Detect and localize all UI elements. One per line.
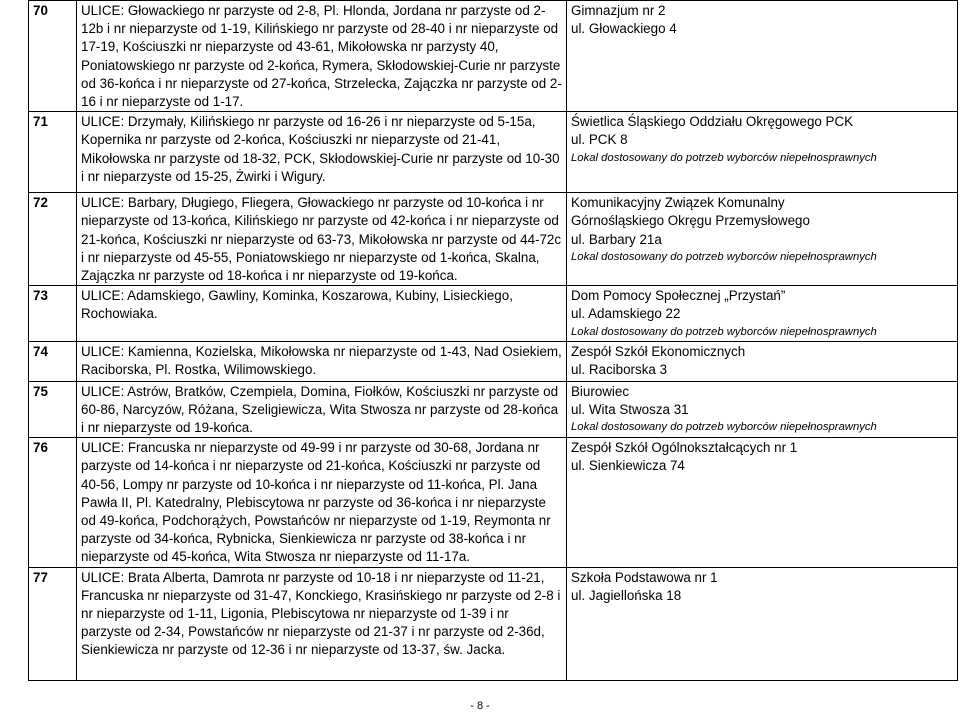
table-row — [29, 112, 958, 193]
polling-place — [567, 381, 958, 438]
street-line: ULICE: Astrów, Bratków, Czempiela, Domina, Fiołków, Kościuszki nr parzyste od — [81, 383, 559, 399]
page-number: - 8 - — [470, 700, 490, 712]
street-line: nr nieparzyste od 1-11, Ligonia, Plebiscytowa nr nieparzyste od 1-39 i nr — [81, 606, 509, 622]
table-row — [29, 286, 958, 341]
district-streets — [77, 567, 567, 680]
table-row — [29, 381, 958, 438]
district-streets — [77, 341, 567, 381]
street-line: od 36-końca i nr nieparzyste od 27-końca, Strzelecka, Zajączka nr parzyste od 2- — [81, 75, 562, 91]
street-line: Mikołowska nr parzyste od 18-32, PCK, Skłodowskiej-Curie nr parzyste od 10-30 — [81, 150, 560, 166]
street-line: 16 i nr nieparzyste od 1-17. — [81, 94, 244, 110]
place-name: Dom Pomocy Społecznej „Przystań” — [571, 288, 786, 304]
district-streets — [77, 286, 567, 341]
street-line: Rochowiaka. — [81, 306, 158, 322]
accessibility-note: Lokal dostosowany do potrzeb wyborców niepełnosprawnych — [571, 151, 877, 164]
polling-place — [567, 341, 958, 381]
district-number: 75 — [29, 381, 77, 438]
street-line: 12b i nr nieparzyste od 1-19, Kilińskiego nr parzyste od 28-40 i nr nieparzyste od — [81, 21, 559, 37]
street-line: ULICE: Barbary, Długiego, Fliegera, Głowackiego nr parzyste od 10-końca i nr — [81, 195, 544, 211]
street-line: 60-86, Narcyzów, Różana, Szeligiewicza, Wita Stwosza nr parzyste od 28-końca — [81, 401, 559, 417]
table-row — [29, 1, 958, 112]
place-name: Zespół Szkół Ogólnokształcących nr 1 — [571, 440, 798, 456]
district-number: 76 — [29, 438, 77, 567]
district-number: 71 — [29, 112, 77, 193]
street-line: Zajączka nr parzyste od 18-końca i nr nieparzyste od 19-końca. — [81, 268, 458, 284]
street-line: i nr nieparzyste od 15-25, Żwirki i Wigury. — [81, 168, 326, 184]
table-row — [29, 193, 958, 286]
street-line: Sienkiewicza nr parzyste od 12-36 i nr nieparzyste od 13-37, św. Jacka. — [81, 642, 506, 658]
table-row — [29, 438, 958, 567]
street-line: i nr nieparzyste od 45-55, Poniatowskiego nr nieparzyste od 1-końca, Skalna, — [81, 249, 540, 265]
place-address: ul. Adamskiego 22 — [571, 306, 681, 322]
street-line: od 49-końca, Podchorążych, Powstańców nr nieparzyste od 1-19, Reymonta nr — [81, 513, 551, 529]
place-address: ul. Wita Stwosza 31 — [571, 401, 689, 417]
street-line: 17-19, Kościuszki nr nieparzyste od 43-61, Mikołowska nr parzysty 40, — [81, 39, 499, 55]
district-number: 70 — [29, 1, 77, 112]
place-address: ul. Barbary 21a — [571, 231, 662, 247]
accessibility-note: Lokal dostosowany do potrzeb wyborców niepełnosprawnych — [571, 325, 877, 338]
place-address: ul. PCK 8 — [571, 132, 628, 148]
polling-place — [567, 112, 958, 193]
street-line: nieparzyste od 45-końca, Wita Stwosza nr nieparzyste od 11-17a. — [81, 549, 471, 565]
place-address: ul. Raciborska 3 — [571, 361, 668, 377]
table-row — [29, 567, 958, 680]
district-number: 73 — [29, 286, 77, 341]
place-name: Świetlica Śląskiego Oddziału Okręgowego PCK — [571, 114, 854, 130]
place-name: Biurowiec — [571, 383, 630, 399]
street-line: Francuska nr nieparzyste od 31-47, Konckiego, Krasińskiego nr parzyste od 2-8 i — [81, 587, 561, 603]
street-line: i nr nieparzyste od 19-końca. — [81, 420, 253, 436]
place-name: Komunikacyjny Związek Komunalny — [571, 195, 785, 211]
district-number: 77 — [29, 567, 77, 680]
polling-place — [567, 567, 958, 680]
table-row — [29, 341, 958, 381]
accessibility-note: Lokal dostosowany do potrzeb wyborców niepełnosprawnych — [571, 250, 877, 263]
street-line: Pawła II, Pl. Katedralny, Plebiscytowa nr parzyste od 36-końca i nr nieparzyste — [81, 494, 546, 510]
district-streets — [77, 381, 567, 438]
street-line: ULICE: Kamienna, Kozielska, Mikołowska nr nieparzyste od 1-43, Nad Osiekiem, — [81, 343, 562, 359]
polling-place — [567, 286, 958, 341]
street-line: ULICE: Brata Alberta, Damrota nr parzyste od 10-18 i nr nieparzyste od 11-21, — [81, 569, 545, 585]
polling-place — [567, 193, 958, 286]
place-name: Gimnazjum nr 2 — [571, 3, 666, 18]
street-line: Kopernika nr parzyste od 2-końca, Kościuszki nr nieparzyste od 21-41, — [81, 132, 501, 148]
street-line: parzyste od 14-końca i nr nieparzyste od 21-końca, Kościuszki nr parzyste od — [81, 458, 541, 474]
place-address: ul. Jagiellońska 18 — [571, 587, 682, 603]
street-line: parzyste od 34-końca, Rybnicka, Sienkiewicza nr parzyste od 38-końca i nr — [81, 531, 527, 547]
place-name: Szkoła Podstawowa nr 1 — [571, 569, 718, 585]
district-streets — [77, 112, 567, 193]
street-line: ULICE: Adamskiego, Gawliny, Kominka, Koszarowa, Kubiny, Lisieckiego, — [81, 288, 513, 304]
polling-place — [567, 438, 958, 567]
district-streets — [77, 438, 567, 567]
place-address: ul. Głowackiego 4 — [571, 21, 677, 37]
district-streets — [77, 193, 567, 286]
accessibility-note: Lokal dostosowany do potrzeb wyborców niepełnosprawnych — [571, 421, 877, 434]
street-line: Poniatowskiego nr parzyste od 2-końca, Rymera, Skłodowskiej-Curie nr parzyste — [81, 57, 561, 73]
district-streets — [77, 1, 567, 112]
place-name: Zespół Szkół Ekonomicznych — [571, 343, 746, 359]
districts-table — [28, 0, 958, 681]
place-address: ul. Sienkiewicza 74 — [571, 458, 685, 474]
street-line: ULICE: Drzymały, Kilińskiego nr parzyste od 16-26 i nr nieparzyste od 5-15a, — [81, 114, 536, 130]
street-line: 40-56, Lompy nr parzyste od 10-końca i nr nieparzyste od 11-końca, Pl. Jana — [81, 476, 538, 492]
street-line: parzyste od 2-34, Powstańców nr nieparzyste od 21-37 i nr parzyste od 2-36d, — [81, 624, 545, 640]
street-line: nieparzyste od 13-końca, Kilińskiego nr parzyste od 42-końca i nr nieparzyste od — [81, 213, 559, 229]
street-line: ULICE: Głowackiego nr parzyste od 2-8, Pl. Hlonda, Jordana nr parzyste od 2- — [81, 3, 546, 18]
place-name-cont: Górnośląskiego Okręgu Przemysłowego — [571, 213, 810, 229]
street-line: Raciborska, Pl. Rostka, Wilimowskiego. — [81, 361, 317, 377]
district-number: 74 — [29, 341, 77, 381]
district-number: 72 — [29, 193, 77, 286]
polling-place — [567, 1, 958, 112]
street-line: ULICE: Francuska nr nieparzyste od 49-99 i nr parzyste od 30-68, Jordana nr — [81, 440, 540, 456]
street-line: 21-końca, Kościuszki nr nieparzyste od 63-73, Mikołowska nr parzyste od 44-72c — [81, 231, 562, 247]
